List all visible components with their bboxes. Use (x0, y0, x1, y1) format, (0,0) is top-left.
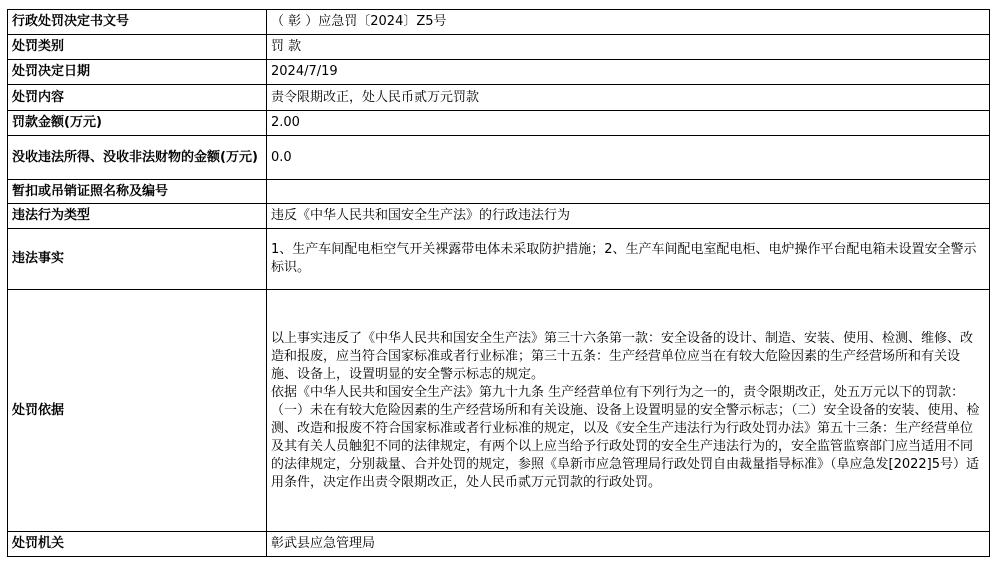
penalty-basis (267, 290, 990, 532)
table-row (8, 10, 990, 35)
row-label: 处罚类别 (8, 35, 267, 60)
table-row (8, 180, 990, 204)
table-row (8, 532, 990, 557)
table-row (8, 85, 990, 111)
basis-paragraph: 以上事实违反了《中华人民共和国安全生产法》第三十六条第一款：安全设备的设计、制造、安装、使用、检测、维修、改造和报废，应当符合国家标准或者行业标准；第三十五条：生产经营单位应当在有较大危险因素的生产经营场所和有关设施、设备上，设置明显的安全警示标志的规定。 (271, 330, 974, 382)
row-label: 处罚依据 (8, 290, 267, 532)
row-label: 处罚机关 (8, 532, 267, 557)
penalty-info-table (7, 9, 990, 557)
penalty-authority: 彰武县应急管理局 (267, 532, 990, 557)
row-label: 没收违法所得、没收非法财物的金额(万元) (8, 136, 267, 180)
row-label: 罚款金额(万元) (8, 111, 267, 136)
table-row (8, 204, 990, 229)
confiscation-amount: 0.0 (267, 136, 990, 180)
violation-facts: 1、生产车间配电柜空气开关裸露带电体未采取防护措施；2、生产车间配电室配电柜、电炉操作平台配电箱未设置安全警示标识。 (267, 229, 990, 290)
row-label: 违法事实 (8, 229, 267, 290)
basis-paragraph: 依据《中华人民共和国安全生产法》第九十九条 生产经营单位有下列行为之一的，责令限期改正，处五万元以下的罚款：（一）未在有较大危险因素的生产经营场所和有关设施、设备上设置明显的安全警示标志；（二）安全设备的安装、使用、检测、改造和报废不符合国家标准或者行业标准的规定，以及《安全生产违法行为行政处罚办法》第五十三条：生产经营单位及其有关人员触犯不同的法律规定，有两个以上应当给予行政处罚的安全生产违法行为的，安全监管监察部门应当适用不同的法律规定，分别裁量、合并处罚的规定，参照《阜新市应急管理局行政处罚自由裁量指导标准》（阜应急发[2022]5号）适用条件，决定作出责令限期改正，处人民币贰万元罚款的行政处罚。 (271, 384, 980, 490)
table-row (8, 60, 990, 85)
penalty-category: 罚 款 (267, 35, 990, 60)
table-row (8, 229, 990, 290)
decision-date: 2024/7/19 (267, 60, 990, 85)
row-label: 处罚决定日期 (8, 60, 267, 85)
row-label: 处罚内容 (8, 85, 267, 111)
decision-number: （ 彰 ）应急罚〔2024〕Z5号 (267, 10, 990, 35)
row-label: 违法行为类型 (8, 204, 267, 229)
row-label: 暂扣或吊销证照名称及编号 (8, 180, 267, 204)
fine-amount: 2.00 (267, 111, 990, 136)
license-info (267, 180, 990, 204)
table-row (8, 290, 990, 532)
violation-type: 违反《中华人民共和国安全生产法》的行政违法行为 (267, 204, 990, 229)
row-label: 行政处罚决定书文号 (8, 10, 267, 35)
penalty-content: 责令限期改正，处人民币贰万元罚款 (267, 85, 990, 111)
table-row (8, 35, 990, 60)
table-row (8, 136, 990, 180)
table-row (8, 111, 990, 136)
